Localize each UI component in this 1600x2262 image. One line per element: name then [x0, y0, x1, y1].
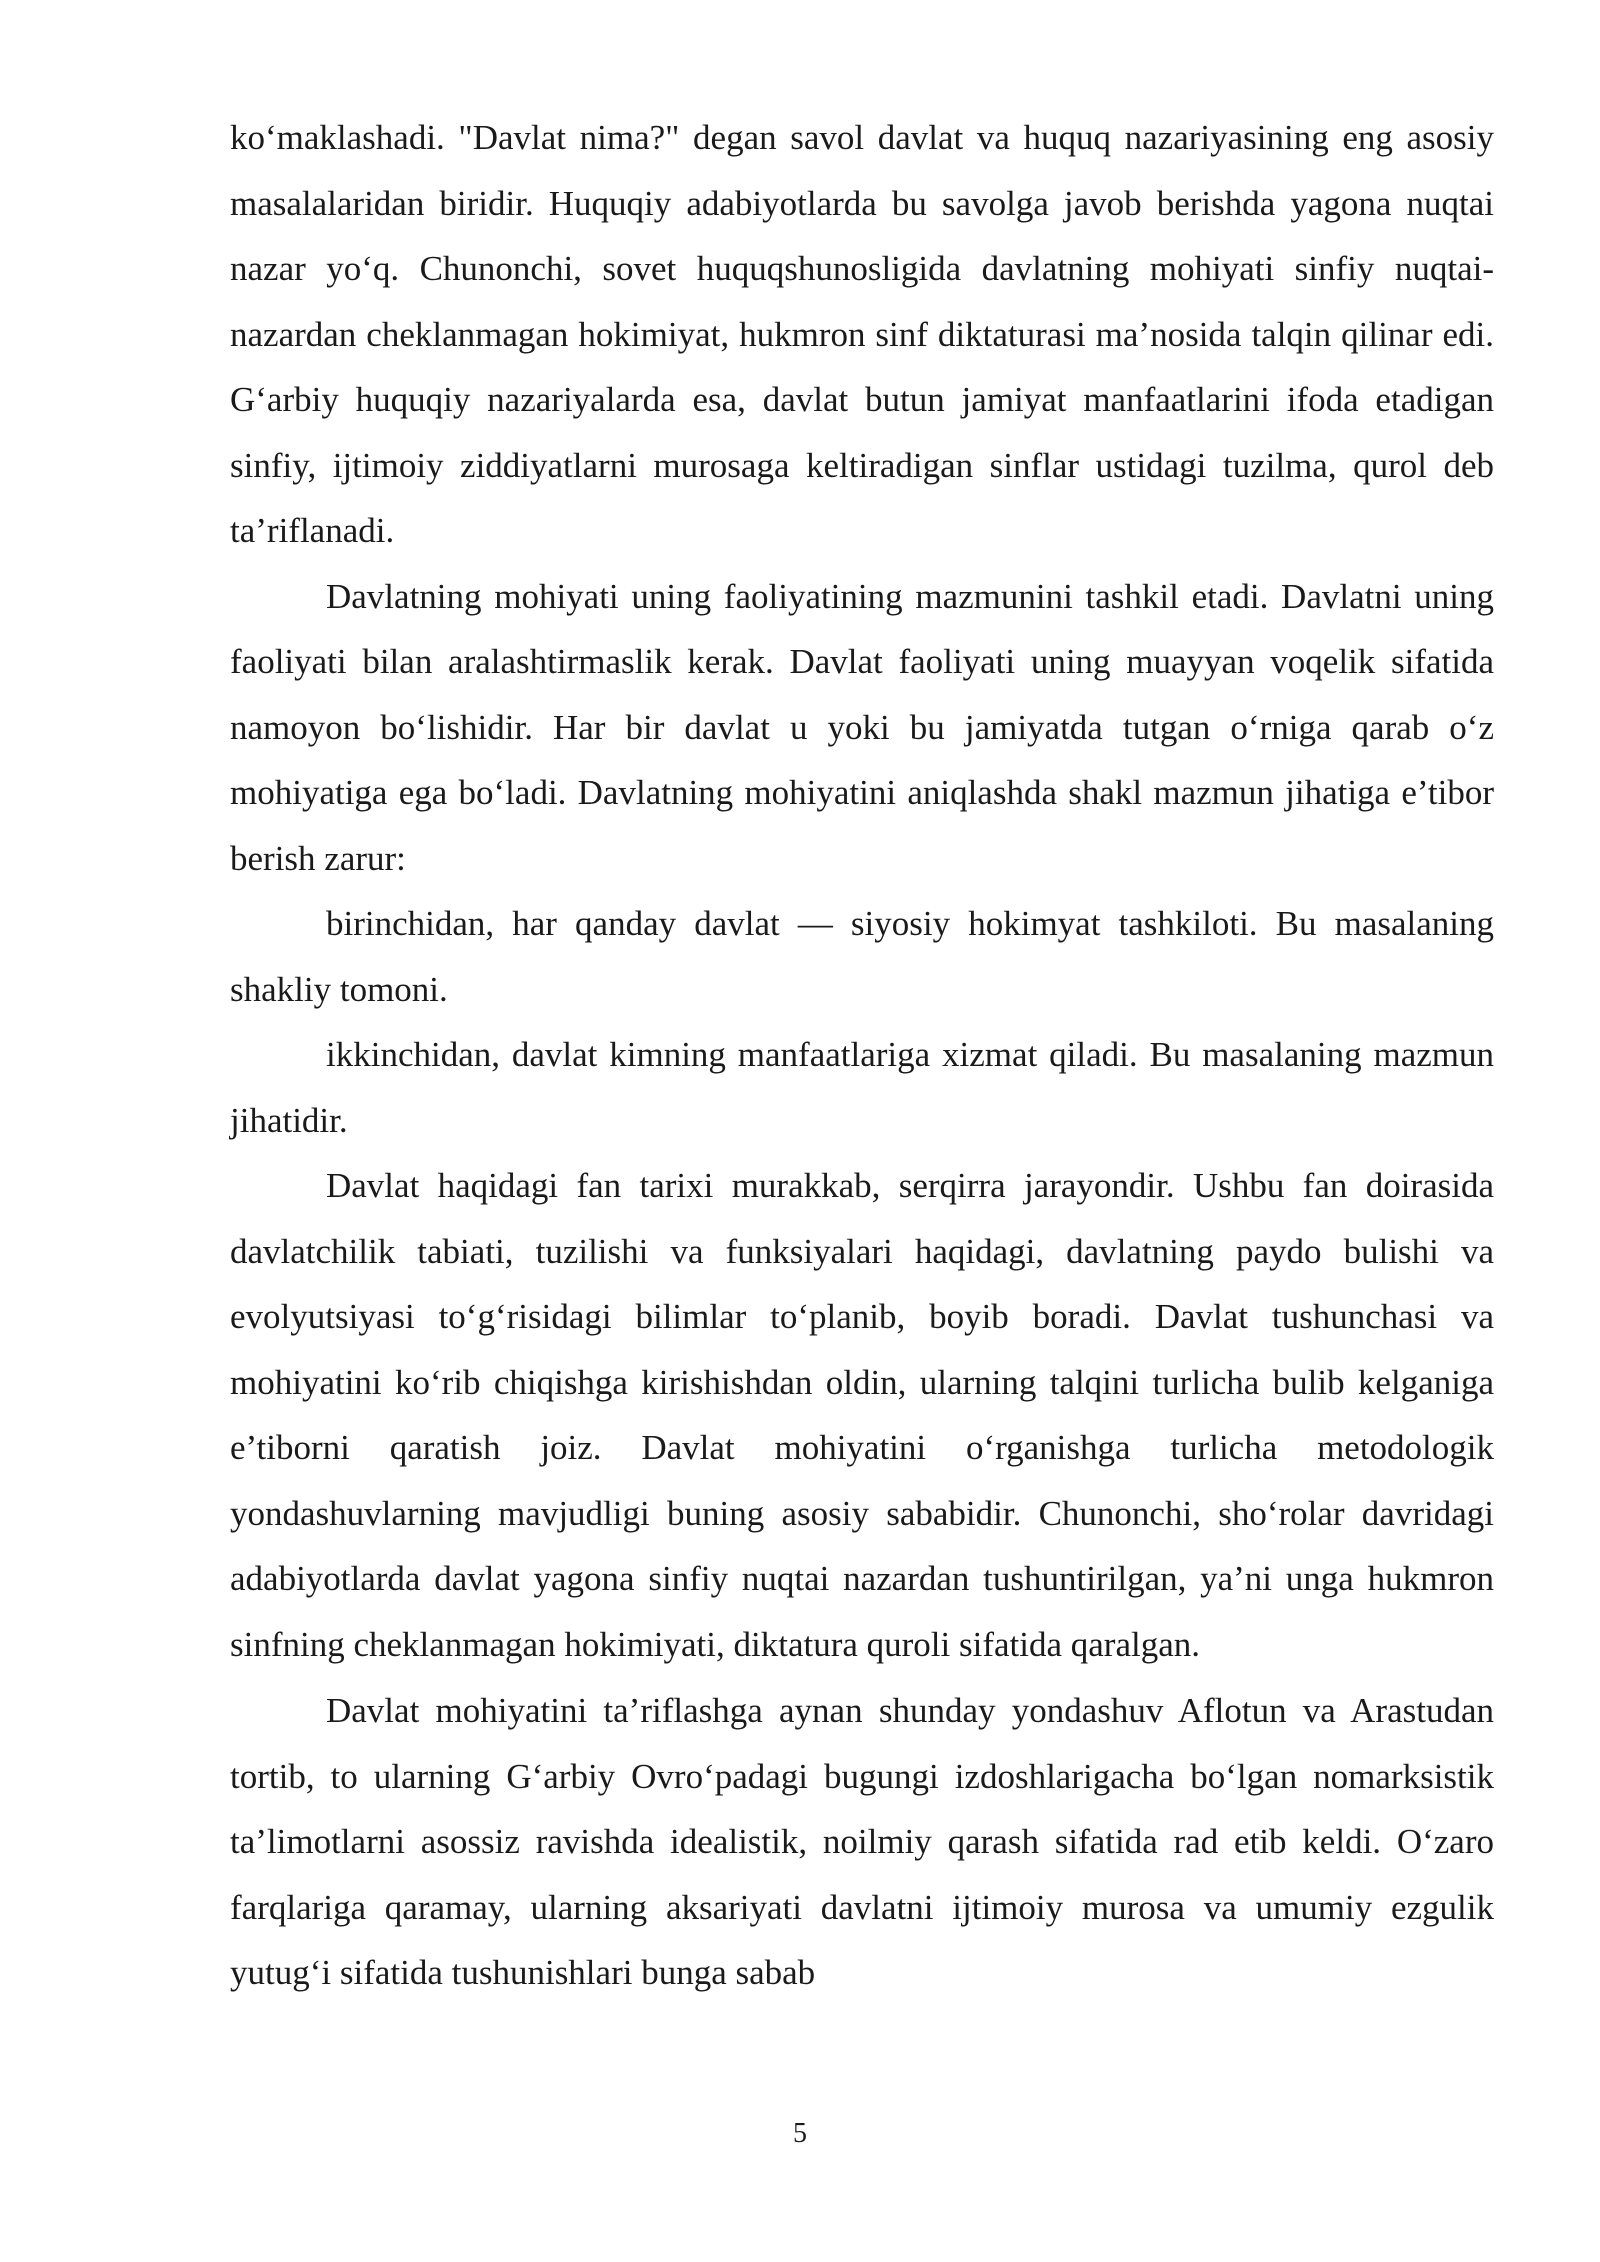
paragraph-6: Davlat mohiyatini ta’riflashga aynan shunday yondashuv Aflotun va Arastudan tortib, to ularning G‘arbiy Ovro‘padagi bugungi izdoshlarigacha bo‘lgan nomarksistik ta’limotlarni asossiz ravishda idealistik, noilmiy qarash sifatida rad etib keldi. O‘zaro farqlariga qaramay, ularning aksariyati davlatni ijtimoiy murosa va umumiy ezgulik yutug‘i sifatida tushunishlari bunga sabab — [230, 1691, 1494, 1992]
paragraph-2: Davlatning mohiyati uning faoliyatining mazmunini tashkil etadi. Davlatni uning faoliyati bilan aralashtirmaslik kerak. Davlat faoliyati uning muayyan voqelik sifatida namoyon bo‘lishidir. Har bir davlat u yoki bu jamiyatda tutgan o‘rniga qarab o‘z mohiyatiga ega bo‘ladi. Davlatning mohiyatini aniqlashda shakl mazmun jihatiga e’tibor berish zarur: — [230, 576, 1494, 878]
page-number: 5 — [793, 2118, 807, 2149]
body-text — [230, 105, 1494, 2006]
paragraph-4: ikkinchidan, davlat kimning manfaatlariga xizmat qiladi. Bu masalaning mazmun jihatidir. — [230, 1035, 1494, 1140]
paragraph-5: Davlat haqidagi fan tarixi murakkab, serqirra jarayondir. Ushbu fan doirasida davlatchilik tabiati, tuzilishi va funksiyalari haqidagi, davlatning paydo bulishi va evolyutsiyasi to‘g‘risidagi bilimlar to‘planib, boyib boradi. Davlat tushunchasi va mohiyatini ko‘rib chiqishga kirishishdan oldin, ularning talqini turlicha bulib kelganiga e’tiborni qaratish joiz. Davlat mohiyatini o‘rganishga turlicha metodologik yondashuvlarning mavjudligi buning asosiy sababidir. Chunonchi, sho‘rolar davridagi adabiyotlarda davlat yagona sinfiy nuqtai nazardan tushuntirilgan, ya’ni unga hukmron sinfning cheklanmagan hokimiyati, diktatura quroli sifatida qaralgan. — [230, 1166, 1494, 1664]
paragraph-1: ko‘maklashadi. "Davlat nima?" degan savol davlat va huquq nazariyasining eng asosiy masalalaridan biridir. Huquqiy adabiyotlarda bu savolga javob berishda yagona nuqtai nazar yo‘q. Chunonchi, sovet huquqshunosligida davlatning mohiyati sinfiy nuqtai-nazardan cheklanmagan hokimiyat, hukmron sinf diktaturasi ma’nosida talqin qilinar edi. G‘arbiy huquqiy nazariyalarda esa, davlat butun jamiyat manfaatlarini ifoda etadigan sinfiy, ijtimoiy ziddiyatlarni murosaga keltiradigan sinflar ustidagi tuzilma, qurol deb ta’riflanadi. — [230, 118, 1494, 550]
paragraph-3: birinchidan, har qanday davlat — siyosiy hokimyat tashkiloti. Bu masalaning shakliy tomoni. — [230, 904, 1494, 1009]
